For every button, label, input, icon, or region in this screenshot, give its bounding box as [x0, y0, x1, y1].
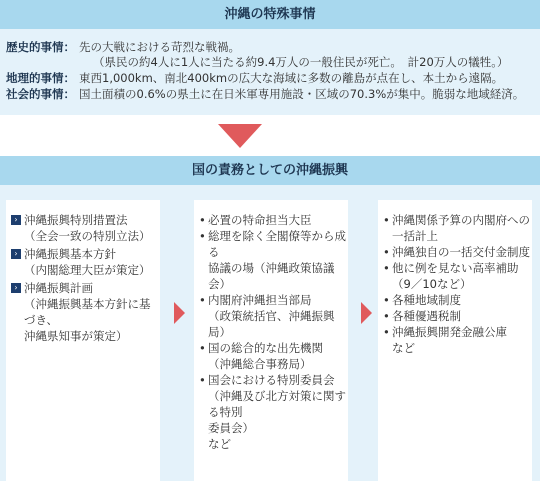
legal-framework-card: [6, 200, 160, 481]
list-item: [378, 260, 532, 292]
list-item-line: • 総理を除く全閣僚等から成: [208, 229, 346, 243]
geography-label: 地理的事情：: [6, 71, 75, 85]
history-line: 先の大戦における苛烈な戦禍。: [79, 40, 240, 54]
list-item-line: （内閣総理大臣が策定）: [24, 263, 151, 277]
list-item-line: • 沖縄独自の一括交付金制度: [392, 245, 530, 259]
list-item: [378, 308, 532, 324]
list-item-line: 会）: [208, 277, 231, 291]
list-item-line: • 他に例を見ない高率補助: [392, 261, 519, 275]
section-title-national-promotion: 国の責務としての沖縄振興: [0, 156, 540, 185]
history-line: （県民の約4人に1人に当たる約9.4万人の一般住民が死亡。 計20万人の犠牲。）: [93, 55, 509, 69]
list-item: [6, 246, 160, 278]
right-arrow-icon: [361, 302, 372, 324]
circumstances-panel: [0, 29, 540, 115]
list-item-line: 協議の場（沖縄政策協議: [208, 261, 335, 275]
chevron-right-icon: ›: [11, 249, 21, 259]
list-item: [378, 212, 532, 244]
list-item: [6, 212, 160, 244]
administrative-structure-card: [194, 200, 348, 481]
chevron-right-icon: ›: [11, 215, 21, 225]
history-text: [79, 40, 509, 70]
list-item: [194, 292, 348, 340]
list-item-line: 沖縄振興特別措置法: [24, 213, 128, 227]
list-item-line: （政策統括官、沖縄振興: [208, 309, 335, 323]
list-item-line: • 国の総合的な出先機関: [208, 341, 323, 355]
list-item-line: る特別: [208, 405, 243, 419]
legal-framework-list: [6, 212, 160, 346]
list-item-line: • 沖縄振興開発金融公庫: [392, 325, 507, 339]
list-item-line: （9／10など）: [392, 277, 472, 291]
list-item-line: 局）: [208, 325, 231, 339]
list-item: [378, 324, 532, 340]
list-item-line: づき、: [24, 313, 59, 327]
list-item-line: など: [208, 437, 231, 451]
down-arrow-icon: [218, 124, 262, 148]
list-item-line: • 必置の特命担当大臣: [208, 213, 312, 227]
list-item-line: • 内閣府沖縄担当部局: [208, 293, 312, 307]
list-item-line: 一括計上: [392, 229, 438, 243]
geography-text: 東西1,000km、南北400kmの広大な海域に多数の離島が点在し、本土から遠隔。: [79, 71, 504, 85]
fiscal-measures-card: [378, 200, 532, 481]
list-item: [378, 244, 532, 260]
list-item-line: • 沖縄関係予算の内閣府への: [392, 213, 530, 227]
list-item: [194, 436, 348, 452]
list-item-line: • 各種優遇税制: [392, 309, 461, 323]
list-item: [194, 340, 348, 372]
section-title-okinawa-circumstances: 沖縄の特殊事情: [0, 0, 540, 29]
list-item-line: 沖縄県知事が策定）: [24, 329, 128, 343]
list-item: [194, 372, 348, 436]
history-label: 歴史的事情：: [6, 40, 75, 54]
list-item-line: （沖縄振興基本方針に基: [24, 297, 151, 311]
list-item-line: • 各種地域制度: [392, 293, 461, 307]
list-item-line: る: [208, 245, 220, 259]
right-arrow-icon: [174, 302, 185, 324]
fiscal-measures-list: [378, 212, 532, 356]
list-item-line: （沖縄及び北方対策に関す: [208, 389, 346, 403]
list-item: [6, 280, 160, 344]
list-item-line: （沖縄総合事務局）: [208, 357, 312, 371]
list-item-line: 沖縄振興基本方針: [24, 247, 116, 261]
list-item-line: 委員会）: [208, 421, 254, 435]
list-item: [378, 340, 532, 356]
list-item: [378, 292, 532, 308]
social-text: 国土面積の0.6%の県土に在日米軍専用施設・区域の70.3%が集中。脆弱な地域経済。: [79, 87, 525, 101]
social-label: 社会的事情：: [6, 87, 75, 101]
list-item-line: （全会一致の特別立法）: [24, 229, 151, 243]
list-item-line: など: [392, 341, 415, 355]
list-item: [194, 228, 348, 292]
chevron-right-icon: ›: [11, 283, 21, 293]
administrative-structure-list: [194, 212, 348, 452]
list-item-line: • 国会における特別委員会: [208, 373, 335, 387]
list-item-line: 沖縄振興計画: [24, 281, 93, 295]
list-item: [194, 212, 348, 228]
